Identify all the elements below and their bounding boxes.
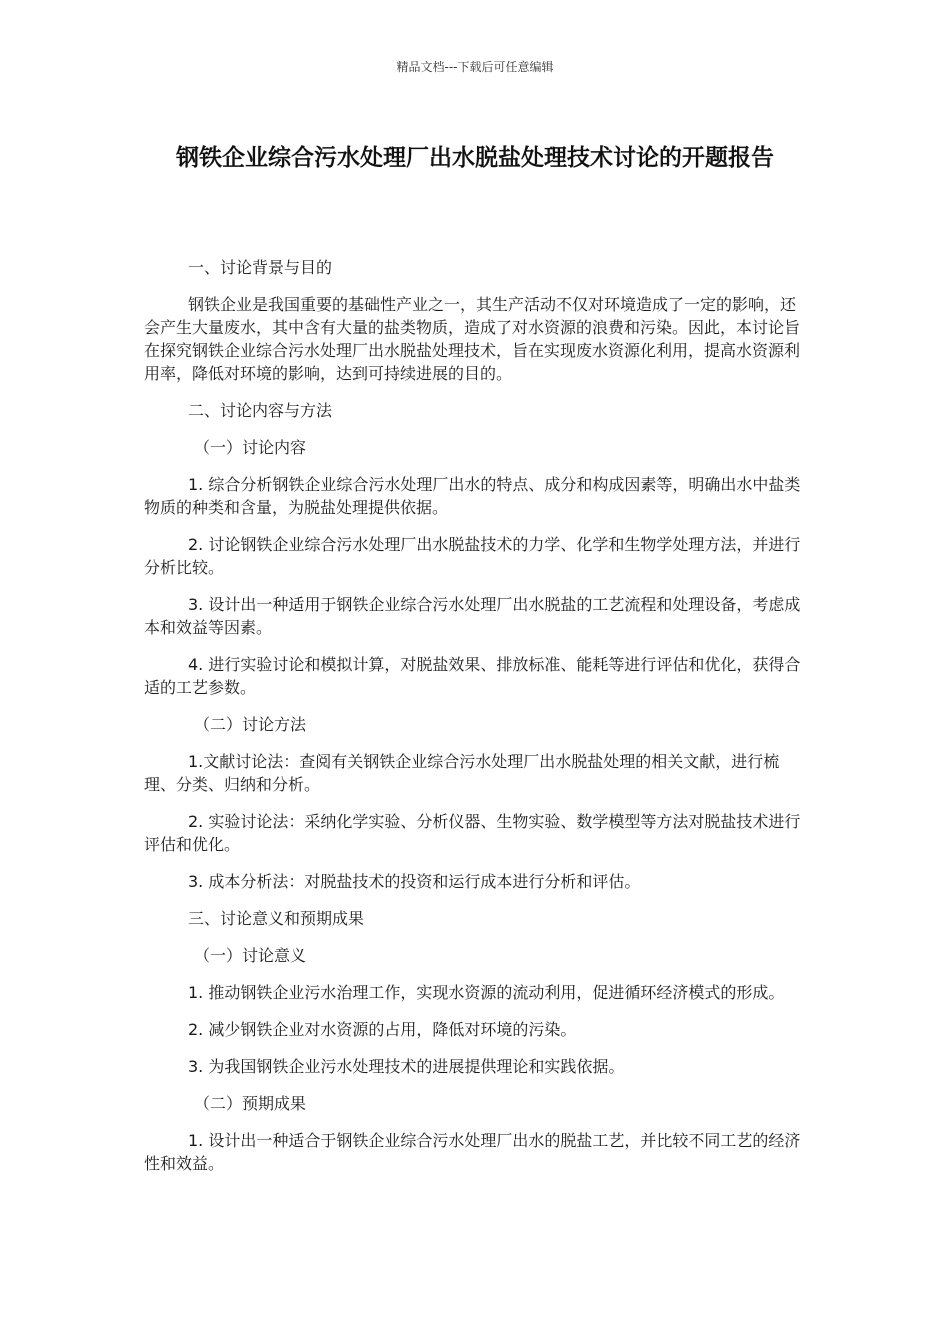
list-item: 3. 成本分析法：对脱盐技术的投资和运行成本进行分析和评估。 bbox=[188, 872, 641, 891]
document-body bbox=[144, 256, 806, 1189]
list-item: 2. 讨论钢铁企业综合污水处理厂出水脱盐技术的力学、化学和生物学处理方法，并进行分析比较。 bbox=[144, 535, 801, 577]
subsection-heading-significance: （一）讨论意义 bbox=[194, 946, 307, 965]
subsection-heading-method: （二）讨论方法 bbox=[194, 715, 307, 734]
list-item: 3. 设计出一种适用于钢铁企业综合污水处理厂出水脱盐的工艺流程和处理设备，考虑成本和效益等因素。 bbox=[144, 595, 801, 637]
section-heading-background: 一、讨论背景与目的 bbox=[188, 258, 333, 277]
header-note: 精品文档---下载后可任意编辑 bbox=[396, 60, 554, 74]
list-item: 2. 实验讨论法：采纳化学实验、分析仪器、生物实验、数学模型等方法对脱盐技术进行评估和优化。 bbox=[144, 812, 801, 854]
list-item: 2. 减少钢铁企业对水资源的占用，降低对环境的污染。 bbox=[188, 1020, 577, 1039]
list-item: 1. 推动钢铁企业污水治理工作，实现水资源的流动利用，促进循环经济模式的形成。 bbox=[188, 983, 785, 1002]
list-item: 1. 设计出一种适合于钢铁企业综合污水处理厂出水的脱盐工艺，并比较不同工艺的经济性和效益。 bbox=[144, 1131, 801, 1173]
document-title: 钢铁企业综合污水处理厂出水脱盐处理技术讨论的开题报告 bbox=[176, 145, 774, 171]
list-item: 1.文献讨论法：查阅有关钢铁企业综合污水处理厂出水脱盐处理的相关文献，进行梳理、分类、归纳和分析。 bbox=[144, 752, 780, 794]
list-item: 3. 为我国钢铁企业污水处理技术的进展提供理论和实践依据。 bbox=[188, 1057, 625, 1076]
list-item: 4. 进行实验讨论和模拟计算，对脱盐效果、排放标准、能耗等进行评估和优化，获得合适的工艺参数。 bbox=[144, 655, 801, 697]
subsection-heading-content: （一）讨论内容 bbox=[194, 438, 307, 457]
body-paragraph: 钢铁企业是我国重要的基础性产业之一，其生产活动不仅对环境造成了一定的影响，还会产生大量废水，其中含有大量的盐类物质，造成了对水资源的浪费和污染。因此，本讨论旨在探究钢铁企业综合污水处理厂出水脱盐处理技术，旨在实现废水资源化利用，提高水资源利用率，降低对环境的影响，达到可持续进展的目的。 bbox=[144, 295, 801, 383]
list-item: 1. 综合分析钢铁企业综合污水处理厂出水的特点、成分和构成因素等，明确出水中盐类物质的种类和含量，为脱盐处理提供依据。 bbox=[144, 475, 801, 517]
subsection-heading-expected-results: （二）预期成果 bbox=[194, 1094, 307, 1113]
section-heading-significance: 三、讨论意义和预期成果 bbox=[188, 909, 365, 928]
section-heading-content-method: 二、讨论内容与方法 bbox=[188, 401, 333, 420]
